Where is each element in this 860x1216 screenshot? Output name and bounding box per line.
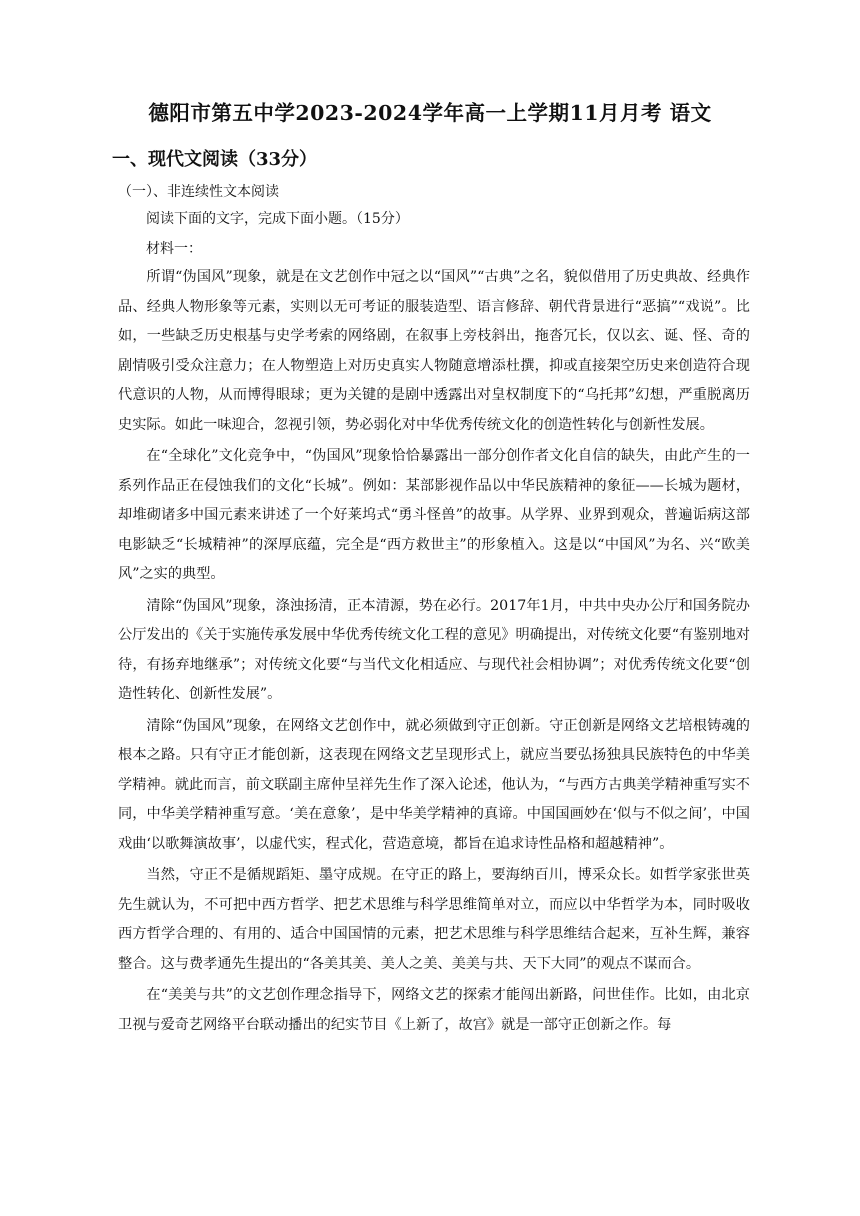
paragraph: 在“全球化”文化竞争中，“伪国风”现象恰恰暴露出一部分创作者文化自信的缺失，由此产生的一系列作品正在侵蚀我们的文化“长城”。例如：某部影视作品以中华民族精神的象征——长城为题材，却堆砌诸多中国元素来讲述了一个好莱坞式“勇斗怪兽”的故事。从学界、业界到观众，普遍诟病这部电影缺乏“长城精神”的深厚底蕴，完全是“西方救世主”的形象植入。这是以“中国风”为名、兴“欧美风”之实的典型。 — [118, 448, 750, 582]
paragraph: 当然，守正不是循规蹈矩、墨守成规。在守正的路上，要海纳百川，博采众长。如哲学家张世英先生就认为，不可把中西方哲学、把艺术思维与科学思维简单对立，而应以中华哲学为本，同时吸收西方哲学合理的、有用的、适合中国国情的元素，把艺术思维与科学思维结合起来，互补生辉，兼容整合。这与费孝通先生提出的“各美其美、美人之美、美美与共、天下大同”的观点不谋而合。 — [118, 867, 750, 972]
article-body — [118, 263, 750, 1042]
paragraph: 清除“伪国风”现象，在网络文艺创作中，就必须做到守正创新。守正创新是网络文艺培根铸魂的根本之路。只有守正才能创新，这表现在网络文艺呈现形式上，就应当要弘扬独具民族特色的中华美学精神。就此而言，前文联副主席仲呈祥先生作了深入论述，他认为，“与西方古典美学精神重写实不同，中华美学精神重写意。‘美在意象’，是中华美学精神的真谛。中国国画妙在‘似与不似之间’，中国戏曲‘以歌舞演故事’，以虚代实，程式化，营造意境，都旨在追求诗性品格和超越精神”。 — [118, 717, 750, 852]
section-heading: 一、现代文阅读（33分） — [112, 149, 318, 170]
subsection-heading: （一）、非连续性文本阅读 — [118, 184, 279, 200]
paragraph: 所谓“伪国风”现象，就是在文艺创作中冠之以“国风”“古典”之名，貌似借用了历史典故、经典作品、经典人物形象等元素，实则以无可考证的服装造型、语言修辞、朝代背景进行“恶搞”“戏说”。比如，一些缺乏历史根基与史学考索的网络剧，在叙事上旁枝斜出，拖沓冗长，仅以玄、诞、怪、奇的剧情吸引受众注意力；在人物塑造上对历史真实人物随意增添杜撰，抑或直接架空历史来创造符合现代意识的人物，从而博得眼球；更为关键的是剧中透露出对皇权制度下的“乌托邦”幻想，严重脱离历史实际。如此一味迎合，忽视引领，势必弱化对中华优秀传统文化的创造性转化与创新性发展。 — [118, 269, 750, 433]
material-label: 材料一： — [146, 241, 202, 257]
document-title: 德阳市第五中学2023-2024学年高一上学期11月月考 语文 — [148, 101, 712, 125]
reading-instruction: 阅读下面的文字，完成下面小题。（15分） — [146, 211, 409, 227]
paragraph: 清除“伪国风”现象，涤浊扬清，正本清源，势在必行。2017年1月，中共中央办公厅和国务院办公厅发出的《关于实施传承发展中华优秀传统文化工程的意见》明确提出，对传统文化要“有鉴别地对待，有扬弃地继承”；对传统文化要“与当代文化相适应、与现代社会相协调”；对优秀传统文化要“创造性转化、创新性发展”。 — [118, 597, 750, 702]
paragraph: 在“美美与共”的文艺创作理念指导下，网络文艺的探索才能闯出新路，问世佳作。比如，由北京卫视与爱奇艺网络平台联动播出的纪实节目《上新了，故宫》就是一部守正创新之作。每 — [118, 987, 750, 1033]
